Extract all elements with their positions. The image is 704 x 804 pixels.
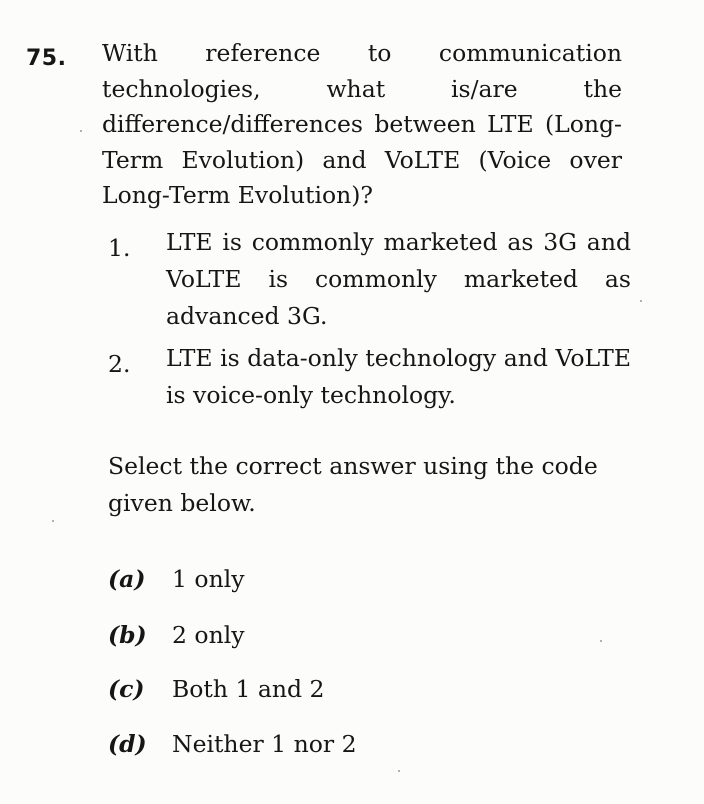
- option-label: (a): [108, 565, 146, 593]
- option-text: Neither 1 nor 2: [172, 730, 357, 758]
- statement-text: LTE is commonly marketed as 3G and VoLTE is commonly marketed as advanced 3G.: [166, 228, 631, 330]
- scan-speck: [80, 130, 82, 132]
- instruction-text: Select the correct answer using the code given below.: [108, 452, 598, 517]
- scan-speck: [52, 520, 54, 522]
- question-text: With reference to communication technologies, what is/are the difference/differences between LTE (Long-Term Evolution) and VoLTE (Voice over Long-Term Evolution)?: [102, 39, 622, 209]
- option-text: 1 only: [172, 565, 245, 593]
- scan-speck: [600, 640, 602, 642]
- option-label: (c): [108, 675, 145, 703]
- scan-speck: [640, 300, 642, 302]
- statement-number: 1.: [108, 234, 131, 262]
- statement-text: LTE is data-only technology and VoLTE is voice-only technology.: [166, 344, 631, 409]
- question-number: 75.: [26, 46, 67, 71]
- scan-speck: [398, 770, 400, 772]
- statement-number: 2.: [108, 350, 131, 378]
- option-text: 2 only: [172, 621, 245, 649]
- option-label: (d): [108, 730, 147, 758]
- option-text: Both 1 and 2: [172, 675, 325, 703]
- option-label: (b): [108, 621, 147, 649]
